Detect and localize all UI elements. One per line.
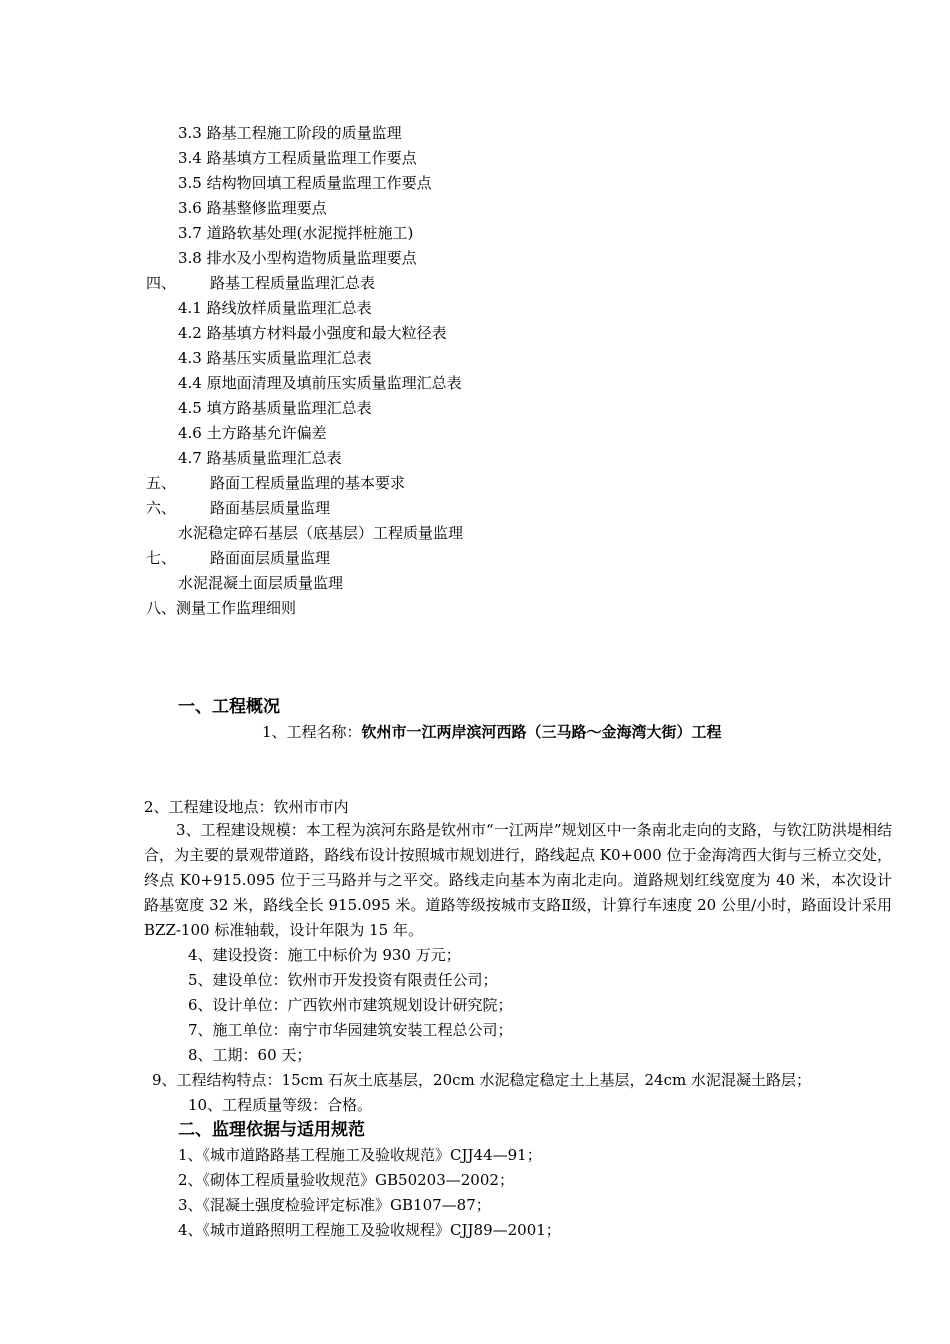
- toc-section-title: 路面工程质量监理的基本要求: [210, 474, 406, 492]
- section-heading-overview: 一、工程概况: [178, 697, 280, 717]
- project-quality: 10、工程质量等级：合格。: [188, 1096, 373, 1114]
- toc-item: 4.6 土方路基允许偏差: [178, 424, 327, 442]
- toc-section-number: 七、: [146, 549, 177, 567]
- basis-item: 2、《砌体工程质量验收规范》GB50203—2002；: [178, 1171, 514, 1189]
- toc-item: 4.7 路基质量监理汇总表: [178, 449, 342, 467]
- project-owner: 5、建设单位：钦州市开发投资有限责任公司；: [188, 971, 498, 989]
- toc-item: 3.6 路基整修监理要点: [178, 199, 327, 217]
- project-structure: 9、工程结构特点：15cm 石灰土底基层，20cm 水泥稳定稳定土上基层，24cm 水泥混凝土路层；: [152, 1071, 811, 1089]
- project-location: 2、工程建设地点：钦州市市内: [144, 798, 349, 816]
- toc-section-title: 路面面层质量监理: [210, 549, 331, 567]
- toc-section-6: [146, 498, 330, 518]
- toc-item: 3.3 路基工程施工阶段的质量监理: [178, 124, 402, 142]
- toc-item: 4.3 路基压实质量监理汇总表: [178, 349, 372, 367]
- project-name: [262, 722, 722, 742]
- toc-item: 4.4 原地面清理及填前压实质量监理汇总表: [178, 374, 462, 392]
- toc-section-title: 路面基层质量监理: [210, 499, 331, 517]
- toc-section-7: [146, 548, 330, 568]
- toc-section-number: 五、: [146, 474, 177, 492]
- toc-item: 3.7 道路软基处理(水泥搅拌桩施工): [178, 224, 414, 242]
- toc-item: 3.4 路基填方工程质量监理工作要点: [178, 149, 417, 167]
- toc-section-number: 四、: [146, 274, 177, 292]
- project-investment: 4、建设投资：施工中标价为 930 万元；: [188, 946, 461, 964]
- toc-item: 4.2 路基填方材料最小强度和最大粒径表: [178, 324, 447, 342]
- toc-item: 3.8 排水及小型构造物质量监理要点: [178, 249, 417, 267]
- toc-section-8: 八、测量工作监理细则: [146, 599, 297, 617]
- toc-item: 4.5 填方路基质量监理汇总表: [178, 399, 372, 417]
- toc-item: 水泥稳定碎石基层（底基层）工程质量监理: [178, 524, 464, 542]
- toc-item: 4.1 路线放样质量监理汇总表: [178, 299, 372, 317]
- toc-section-number: 六、: [146, 499, 177, 517]
- toc-section-4: [146, 273, 375, 293]
- basis-item: 4、《城市道路照明工程施工及验收规程》CJJ89—2001；: [178, 1221, 561, 1239]
- section-heading-basis: 二、监理依据与适用规范: [178, 1120, 365, 1140]
- project-designer: 6、设计单位：广西钦州市建筑规划设计研究院；: [188, 996, 513, 1014]
- toc-section-title: 路基工程质量监理汇总表: [210, 274, 376, 292]
- toc-item: 3.5 结构物回填工程质量监理工作要点: [178, 174, 432, 192]
- basis-item: 1、《城市道路路基工程施工及验收规范》CJJ44—91；: [178, 1146, 542, 1164]
- project-name-label: 1、工程名称：: [262, 723, 362, 741]
- project-duration: 8、工期：60 天；: [188, 1046, 312, 1064]
- project-name-value: 钦州市一江两岸滨河西路（三马路～金海湾大街）工程: [361, 723, 722, 741]
- toc-item: 水泥混凝土面层质量监理: [178, 574, 344, 592]
- project-contractor: 7、施工单位：南宁市华园建筑安装工程总公司；: [188, 1021, 513, 1039]
- project-scale-paragraph: 3、工程建设规模：本工程为滨河东路是钦州市“一江两岸”规划区中一条南北走向的支路，与钦江防洪堤相结合，为主要的景观带道路，路线布设计按照城市规划进行，路线起点 K0+000 位于金海湾西大街与三桥立交处，终点 K0+915.095 位于三马路并与之平交。路线走向基本为南北走向。道路规划红线宽度为 40 米，本次设计路基宽度 32 米，路线全长 915.095 米。道路等级按城市支路Ⅱ级，计算行车速度 20 公里/小时，路面设计采用 BZZ-100 标准轴载，设计年限为 15 年。: [144, 821, 892, 939]
- basis-item: 3、《混凝土强度检验评定标准》GB107—87；: [178, 1196, 491, 1214]
- toc-section-5: [146, 473, 405, 493]
